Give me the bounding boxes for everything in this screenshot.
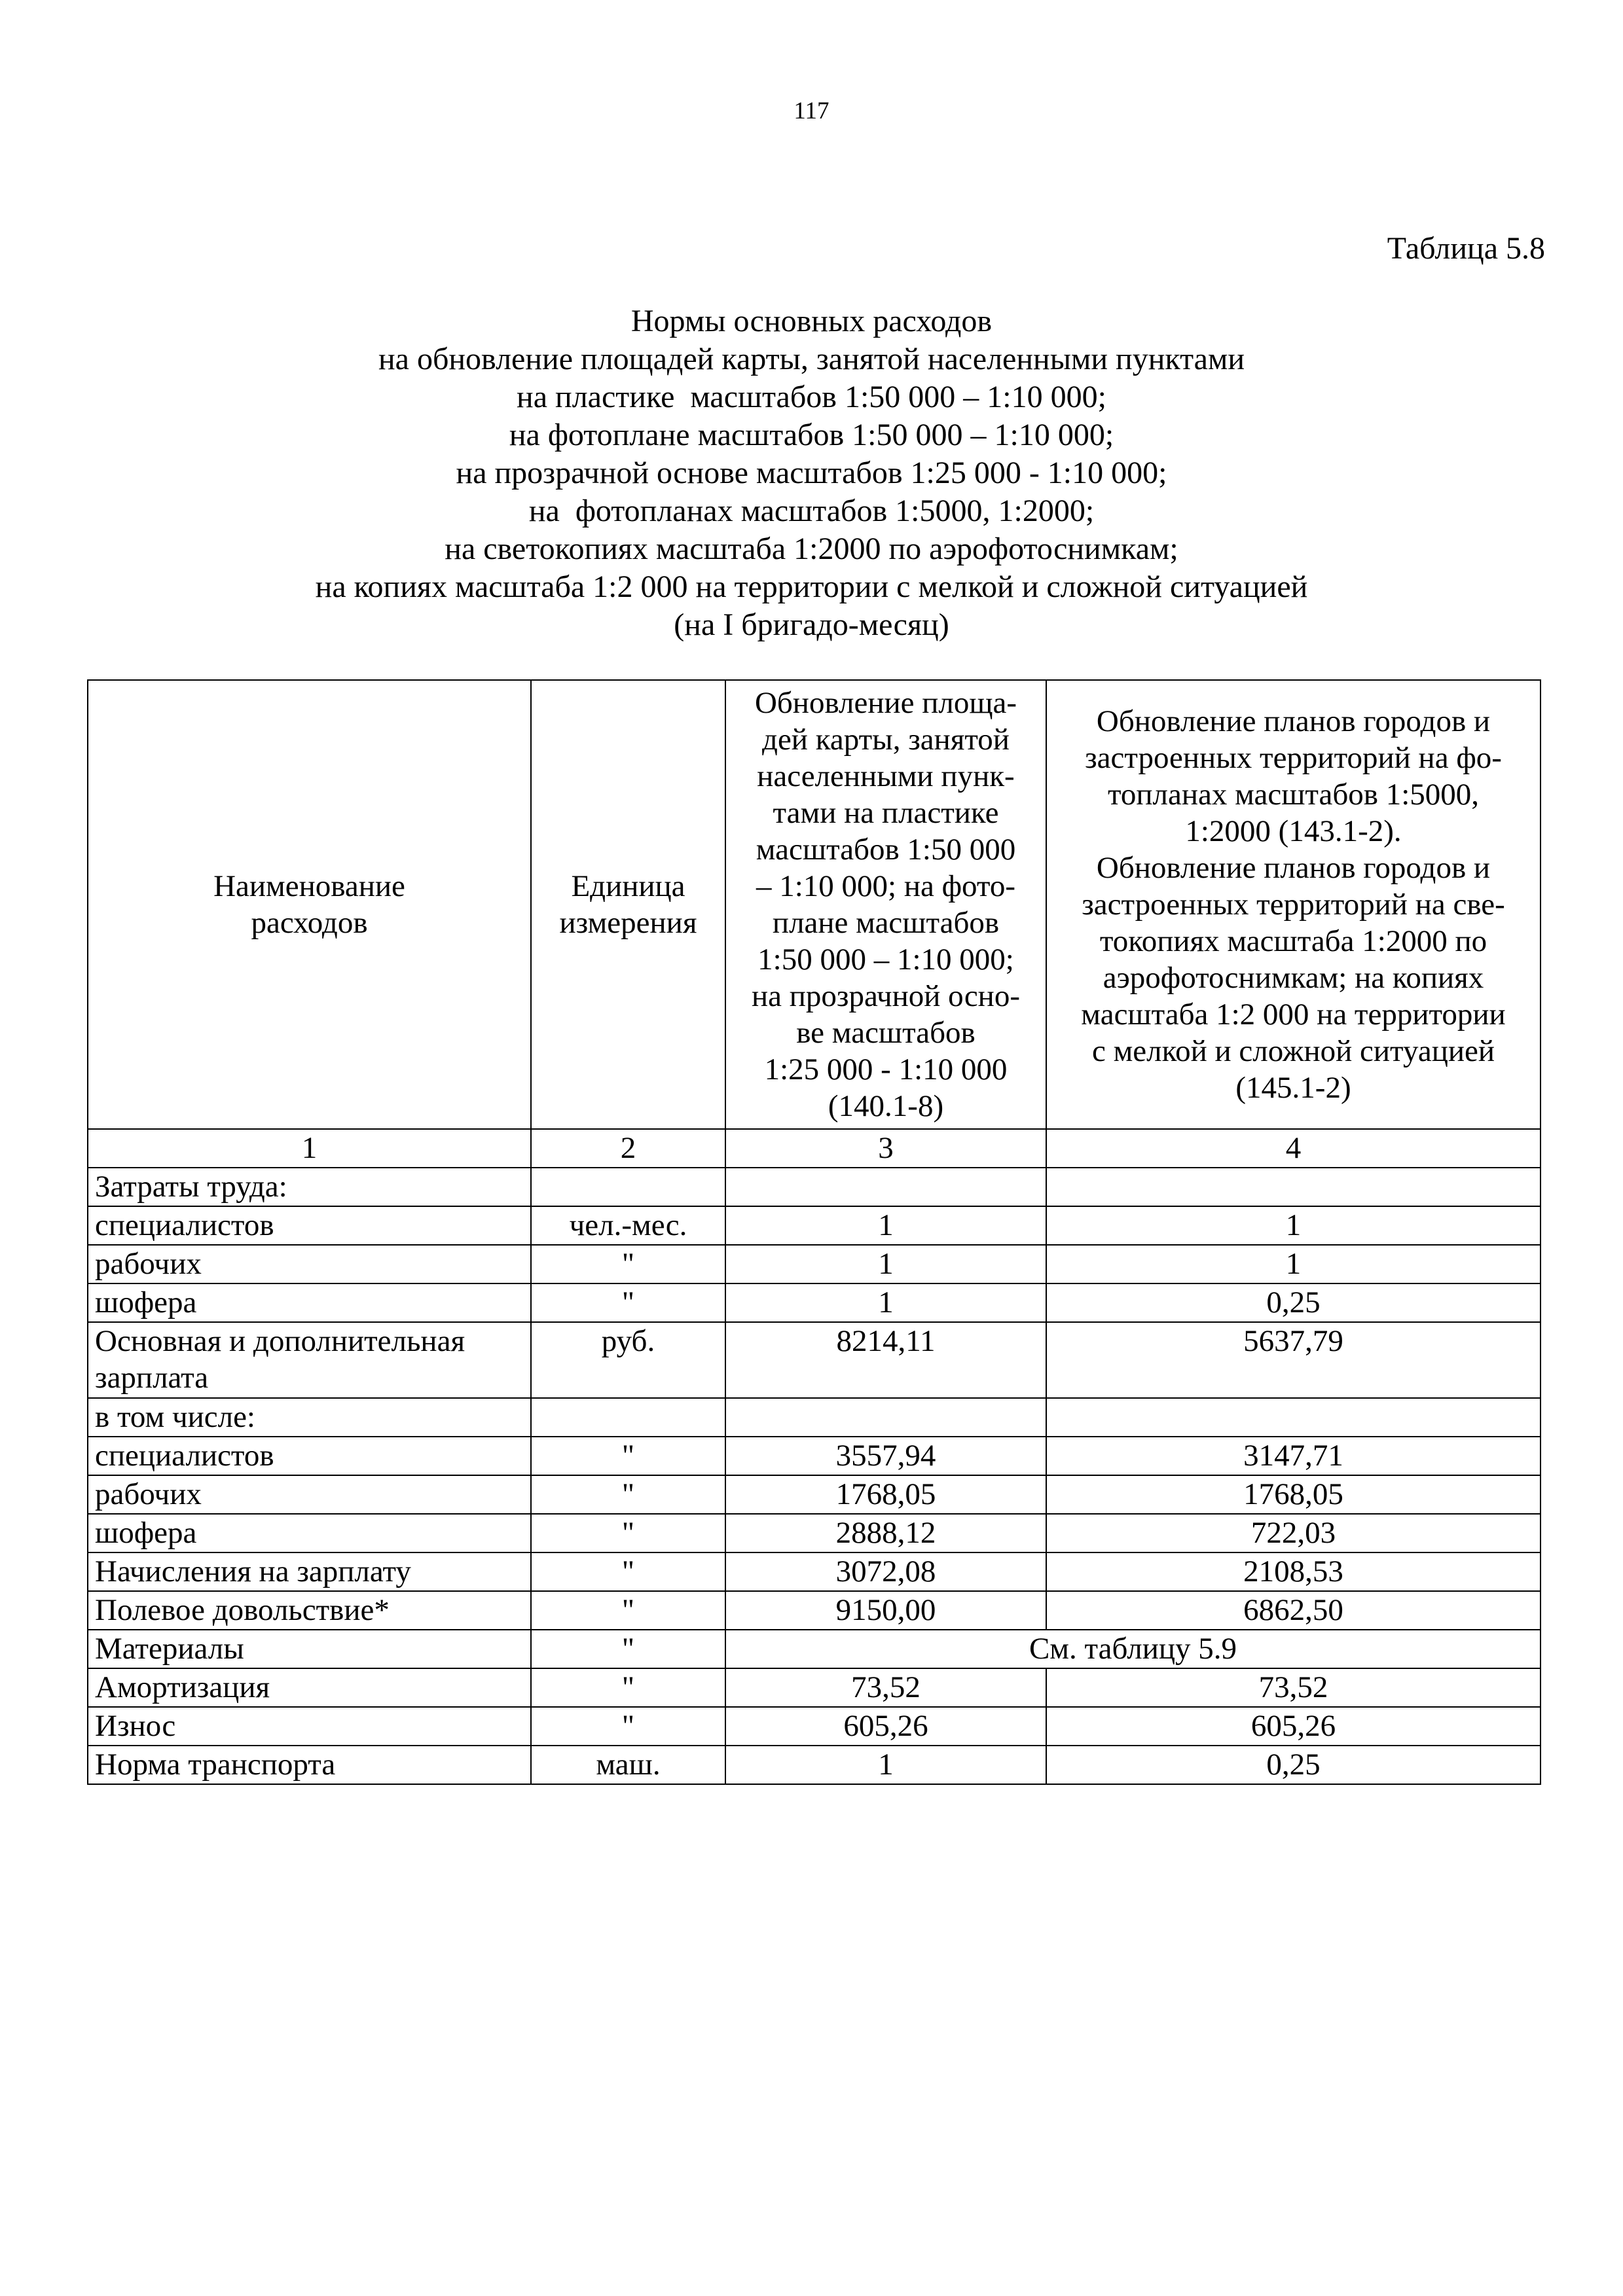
unit-cell [531, 1398, 725, 1437]
unit-cell: " [531, 1514, 725, 1552]
table-row [88, 1168, 1541, 1206]
expense-name-cell: Износ [88, 1707, 531, 1746]
value-cell-col3: 1 [725, 1245, 1046, 1283]
table-row [88, 1514, 1541, 1552]
unit-cell: руб. [531, 1322, 725, 1398]
unit-cell: " [531, 1591, 725, 1630]
value-cell-col3: 1768,05 [725, 1475, 1046, 1514]
value-cell-col4: 6862,50 [1046, 1591, 1541, 1630]
value-cell-col4 [1046, 1398, 1541, 1437]
expense-name-cell: Амортизация [88, 1668, 531, 1707]
table-row [88, 1245, 1541, 1283]
value-cell-col4 [1046, 1168, 1541, 1206]
unit-cell: чел.-мес. [531, 1206, 725, 1245]
title-line: на фотопланах масштабов 1:5000, 1:2000; [528, 493, 1095, 528]
value-cell-col3: 3557,94 [725, 1437, 1046, 1475]
value-cell-col3: 1 [725, 1283, 1046, 1322]
column-number: 2 [531, 1129, 725, 1168]
column-number: 1 [88, 1129, 531, 1168]
expense-name-cell: Норма транспорта [88, 1746, 531, 1784]
value-cell-col4: 1768,05 [1046, 1475, 1541, 1514]
expense-name-cell: рабочих [88, 1245, 531, 1283]
table-row [88, 1475, 1541, 1514]
table-row [88, 1398, 1541, 1437]
norms-table [87, 679, 1541, 1785]
value-cell-col4: 0,25 [1046, 1283, 1541, 1322]
title-line: на фотоплане масштабов 1:50 000 – 1:10 000; [509, 418, 1114, 452]
expense-name-cell: Затраты труда: [88, 1168, 531, 1206]
title-line: Нормы основных расходов [630, 304, 993, 338]
value-cell-col3: 73,52 [725, 1668, 1046, 1707]
table-title [0, 302, 1623, 644]
column-number: 3 [725, 1129, 1046, 1168]
expense-name-cell: шофера [88, 1283, 531, 1322]
title-line: на прозрачной основе масштабов 1:25 000 - 1:10 000; [456, 456, 1167, 490]
value-cell-col4: 0,25 [1046, 1746, 1541, 1784]
unit-cell: " [531, 1630, 725, 1668]
value-cell-col4: 3147,71 [1046, 1437, 1541, 1475]
header-column-3: Обновление площа- дей карты, занятой населенными пунк- тами на пластике масштабов 1:50 000 – 1:10 000; на фото- плане масштабов 1:50 000 – 1:10 000; на прозрачной осно- ве масштабов 1:25 000 - 1:10 000 (140.1-8) [725, 680, 1046, 1129]
column-numbers-row [88, 1129, 1541, 1168]
page-number: 117 [793, 98, 830, 124]
unit-cell: маш. [531, 1746, 725, 1784]
value-cell-col3: 2888,12 [725, 1514, 1046, 1552]
value-cell-col3: 8214,11 [725, 1322, 1046, 1398]
value-cell-col4: 605,26 [1046, 1707, 1541, 1746]
header-row [88, 680, 1541, 1129]
unit-cell [531, 1168, 725, 1206]
title-line: на светокопиях масштаба 1:2000 по аэрофотоснимкам; [445, 531, 1178, 566]
title-line: на пластике масштабов 1:50 000 – 1:10 000; [517, 380, 1106, 414]
expense-name-cell: Материалы [88, 1630, 531, 1668]
table-row [88, 1552, 1541, 1591]
table-row [88, 1437, 1541, 1475]
expense-name-cell: Начисления на зарплату [88, 1552, 531, 1591]
unit-cell: " [531, 1245, 725, 1283]
value-cell-col4: 5637,79 [1046, 1322, 1541, 1398]
title-line: на обновление площадей карты, занятой населенными пунктами [378, 342, 1245, 376]
table-row [88, 1283, 1541, 1322]
merged-value-cell: См. таблицу 5.9 [725, 1630, 1541, 1668]
table-row [88, 1591, 1541, 1630]
title-line: (на I бригадо-месяц) [674, 607, 949, 642]
title-line: на копиях масштаба 1:2 000 на территории с мелкой и сложной ситуацией [315, 569, 1308, 604]
table-row [88, 1322, 1541, 1398]
expense-name-cell: Основная и дополнительная зарплата [88, 1322, 531, 1398]
table-row [88, 1630, 1541, 1668]
value-cell-col4: 73,52 [1046, 1668, 1541, 1707]
unit-cell: " [531, 1437, 725, 1475]
value-cell-col4: 1 [1046, 1206, 1541, 1245]
unit-cell: " [531, 1668, 725, 1707]
value-cell-col3: 3072,08 [725, 1552, 1046, 1591]
header-unit: Единица измерения [531, 680, 725, 1129]
expense-name-cell: шофера [88, 1514, 531, 1552]
value-cell-col3 [725, 1398, 1046, 1437]
expense-name-cell: рабочих [88, 1475, 531, 1514]
value-cell-col4: 1 [1046, 1245, 1541, 1283]
column-number: 4 [1046, 1129, 1541, 1168]
expense-name-cell: в том числе: [88, 1398, 531, 1437]
expense-name-cell: специалистов [88, 1206, 531, 1245]
table-row [88, 1668, 1541, 1707]
value-cell-col3: 605,26 [725, 1707, 1046, 1746]
expense-name-cell: специалистов [88, 1437, 531, 1475]
value-cell-col3: 1 [725, 1206, 1046, 1245]
header-expense-name: Наименование расходов [88, 680, 531, 1129]
table-row [88, 1707, 1541, 1746]
unit-cell: " [531, 1283, 725, 1322]
unit-cell: " [531, 1707, 725, 1746]
value-cell-col4: 2108,53 [1046, 1552, 1541, 1591]
header-column-4: Обновление планов городов и застроенных территорий на фо- топланах масштабов 1:5000, 1:2000 (143.1-2). Обновление планов городов и застроенных территорий на све- токопиях масштаба 1:2000 по аэрофотоснимкам; на копиях масштаба 1:2 000 на территории с мелкой и сложной ситуацией (145.1-2) [1046, 680, 1541, 1129]
expense-name-cell: Полевое довольствие* [88, 1591, 531, 1630]
table-row [88, 1746, 1541, 1784]
unit-cell: " [531, 1552, 725, 1591]
value-cell-col3: 1 [725, 1746, 1046, 1784]
table-row [88, 1206, 1541, 1245]
value-cell-col4: 722,03 [1046, 1514, 1541, 1552]
table-label: Таблица 5.8 [1387, 231, 1545, 266]
unit-cell: " [531, 1475, 725, 1514]
value-cell-col3: 9150,00 [725, 1591, 1046, 1630]
value-cell-col3 [725, 1168, 1046, 1206]
